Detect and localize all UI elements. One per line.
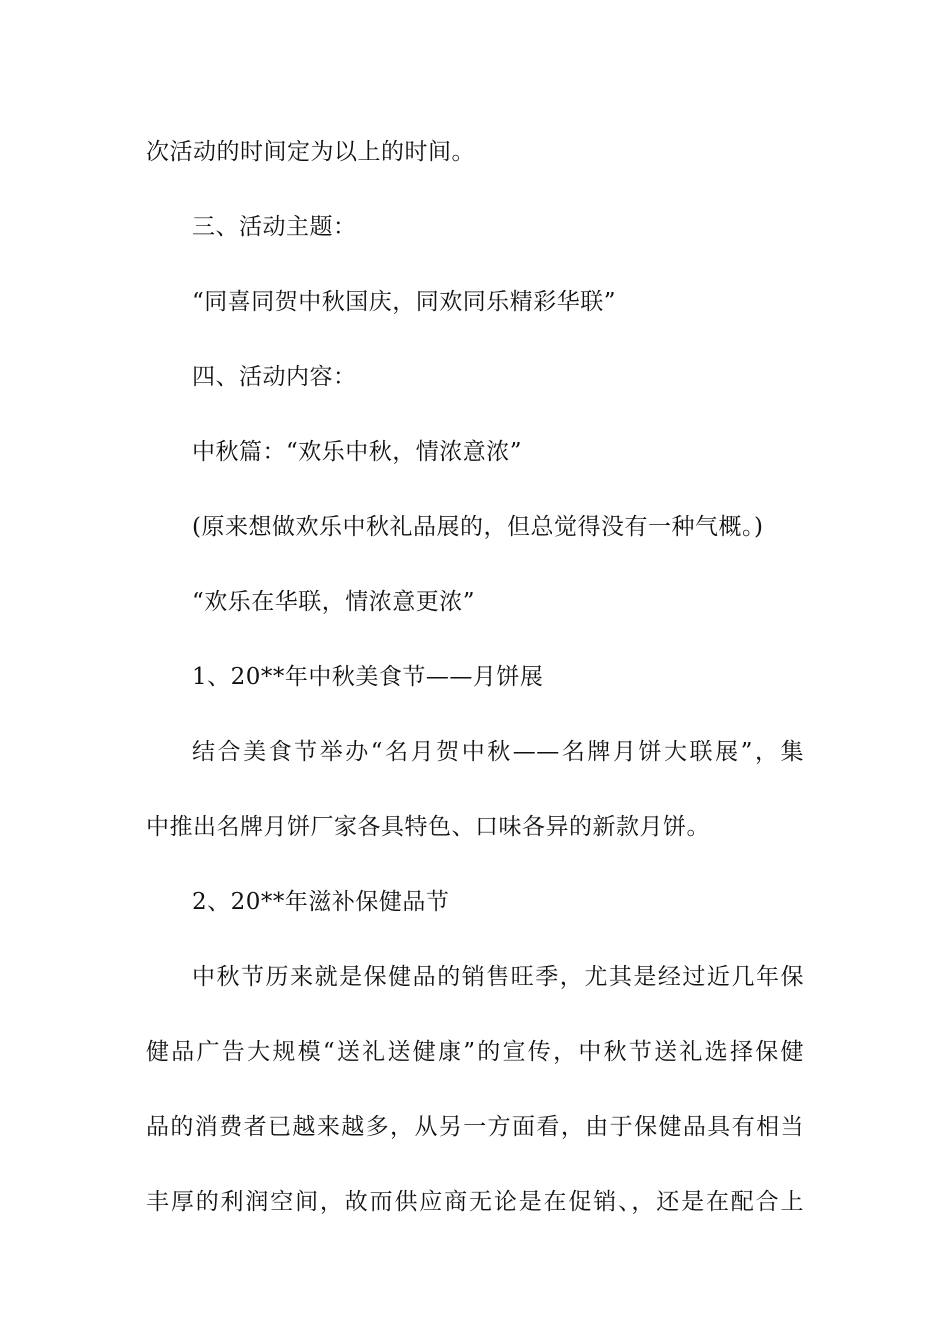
paragraph-line: 健品广告大规模“送礼送健康”的宣传，中秋节送礼选择保健 [146,1039,804,1065]
paragraph-line: 中秋节历来就是保健品的销售旺季，尤其是经过近几年保 [192,964,804,990]
paragraph-line: 丰厚的利润空间，故而供应商无论是在促销、，还是在配合上 [146,1189,804,1215]
section-heading-theme: 三、活动主题： [192,214,357,240]
sub-slogan: “欢乐在华联，情浓意更浓” [192,589,476,615]
paragraph-line: 中推出名牌月饼厂家各具特色、口味各异的新款月饼。 [146,814,710,840]
note-line: (原来想做欢乐中秋礼品展的，但总觉得没有一种气概。) [192,514,764,540]
item-heading-1: 1、20**年中秋美食节——月饼展 [192,664,544,690]
paragraph-line: 结合美食节举办“名月贺中秋——名牌月饼大联展”，集 [192,739,804,765]
paragraph-line: 次活动的时间定为以上的时间。 [146,139,475,165]
theme-slogan: “同喜同贺中秋国庆，同欢同乐精彩华联” [192,289,617,315]
section-heading-content: 四、活动内容： [192,364,357,390]
mid-autumn-title: 中秋篇：“欢乐中秋，情浓意浓” [192,439,523,465]
item-heading-2: 2、20**年滋补保健品节 [192,889,450,915]
paragraph-line: 品的消费者已越来越多，从另一方面看，由于保健品具有相当 [146,1114,804,1140]
